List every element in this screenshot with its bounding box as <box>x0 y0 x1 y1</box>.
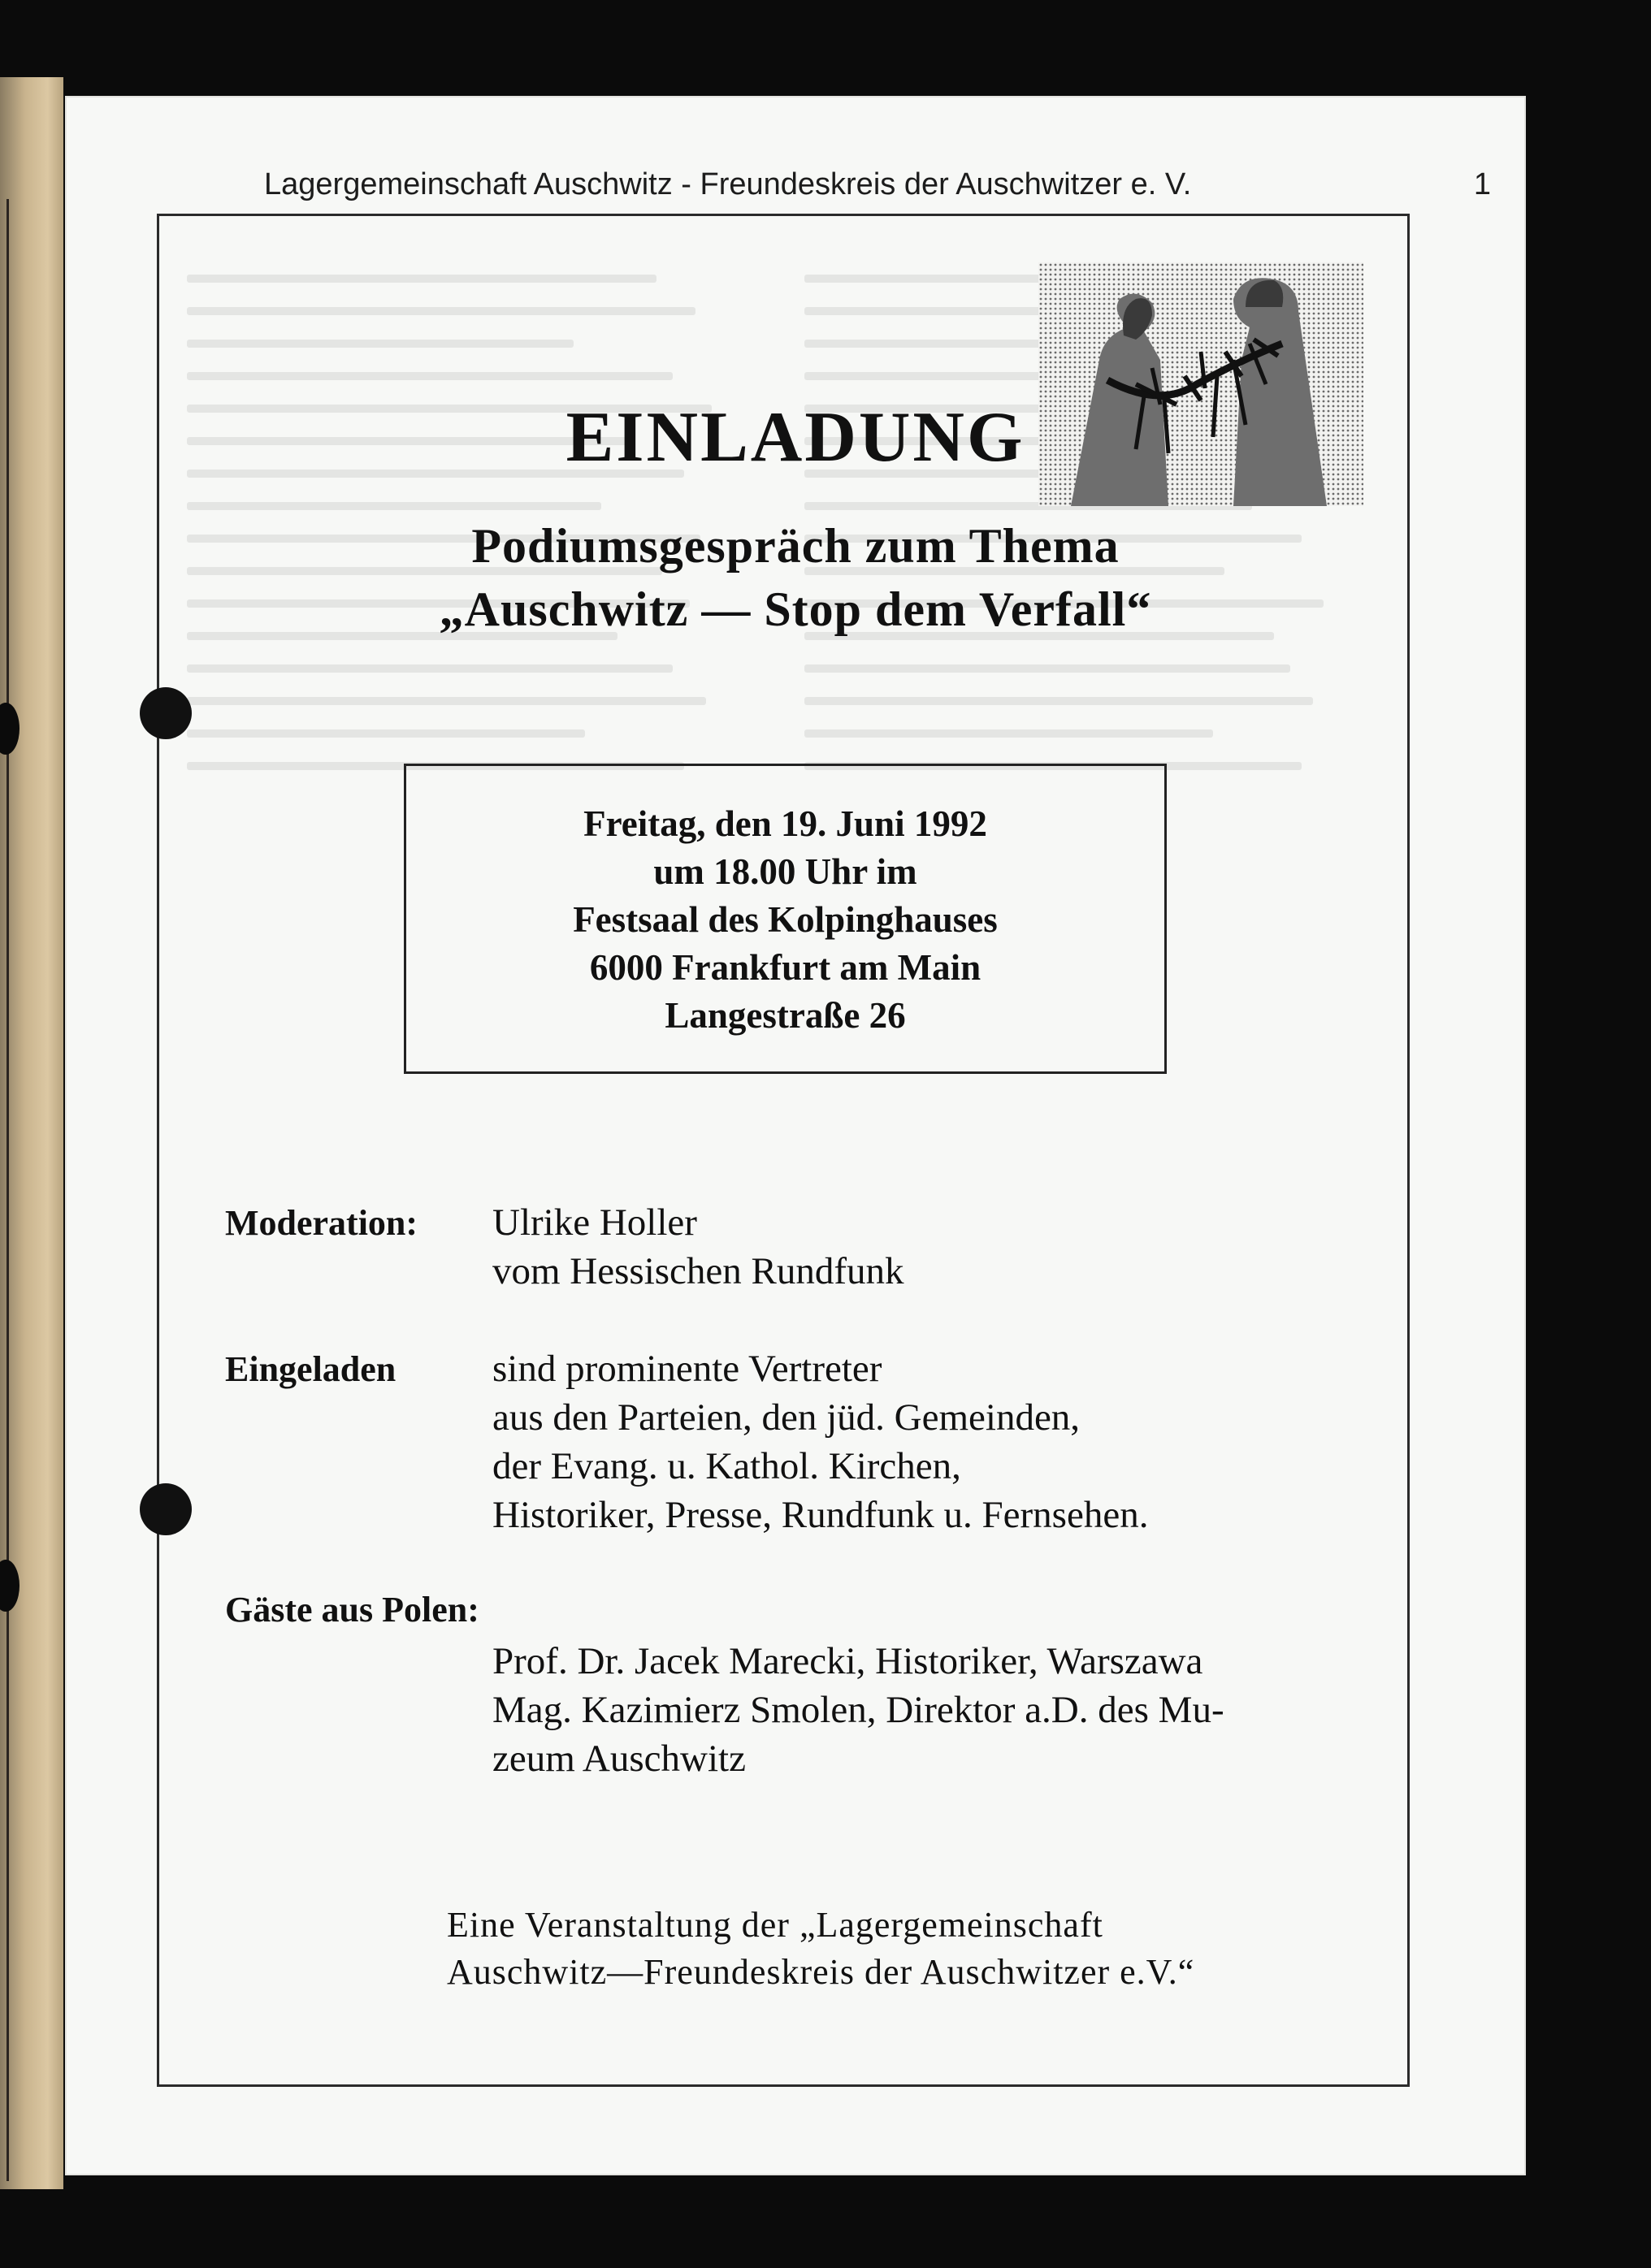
document-page <box>65 96 1526 2175</box>
invited-label: Eingeladen <box>225 1349 396 1389</box>
adjacent-page-edge <box>0 77 63 2189</box>
invited-line: sind prominente Vertreter <box>492 1348 882 1390</box>
header-org: Lagergemeinschaft Auschwitz - Freundeskreis der Auschwitzer e. V. <box>264 167 1192 201</box>
moderation-text <box>492 1198 904 1296</box>
guests-label: Gäste aus Polen: <box>225 1590 479 1630</box>
invited-line: Historiker, Presse, Rundfunk u. Fernsehen. <box>492 1494 1149 1536</box>
guests-text <box>492 1637 1224 1783</box>
subtitle-line1: Podiumsgespräch zum Thema <box>471 519 1120 573</box>
moderation-line: vom Hessischen Rundfunk <box>492 1250 904 1292</box>
footer-line1: Eine Veranstaltung der „Lagergemeinschaft <box>447 1905 1103 1945</box>
guest-line: Prof. Dr. Jacek Marecki, Historiker, Warszawa <box>492 1640 1203 1682</box>
invited-line: der Evang. u. Kathol. Kirchen, <box>492 1445 961 1487</box>
moderation-line: Ulrike Holler <box>492 1201 697 1244</box>
punch-hole-left-top <box>0 703 20 755</box>
event-street: Langestraße 26 <box>665 995 906 1036</box>
guest-line: Mag. Kazimierz Smolen, Direktor a.D. des Mu- <box>492 1689 1224 1731</box>
event-city: 6000 Frankfurt am Main <box>589 947 982 988</box>
punch-hole-bottom <box>140 1483 192 1535</box>
guest-line: zeum Auschwitz <box>492 1738 746 1780</box>
subtitle-line2: „Auschwitz — Stop dem Verfall“ <box>439 582 1152 636</box>
punch-hole-top <box>140 687 192 739</box>
event-venue: Festsaal des Kolpinghauses <box>573 899 998 940</box>
event-details-box <box>404 764 1167 1074</box>
moderation-label: Moderation: <box>225 1203 418 1243</box>
page-edge-line <box>6 199 9 2181</box>
organizer-footer <box>447 1902 1194 1996</box>
invited-line: aus den Parteien, den jüd. Gemeinden, <box>492 1396 1081 1439</box>
footer-line2: Auschwitz—Freundeskreis der Auschwitzer e.V.“ <box>447 1952 1195 1992</box>
invited-text <box>492 1344 1148 1539</box>
punch-hole-left-bottom <box>0 1560 20 1612</box>
page-header <box>264 167 1491 202</box>
page-number: 1 <box>1473 167 1491 201</box>
event-time: um 18.00 Uhr im <box>653 851 917 892</box>
invitation-title: EINLADUNG <box>566 398 1025 477</box>
event-date: Freitag, den 19. Juni 1992 <box>583 803 987 844</box>
